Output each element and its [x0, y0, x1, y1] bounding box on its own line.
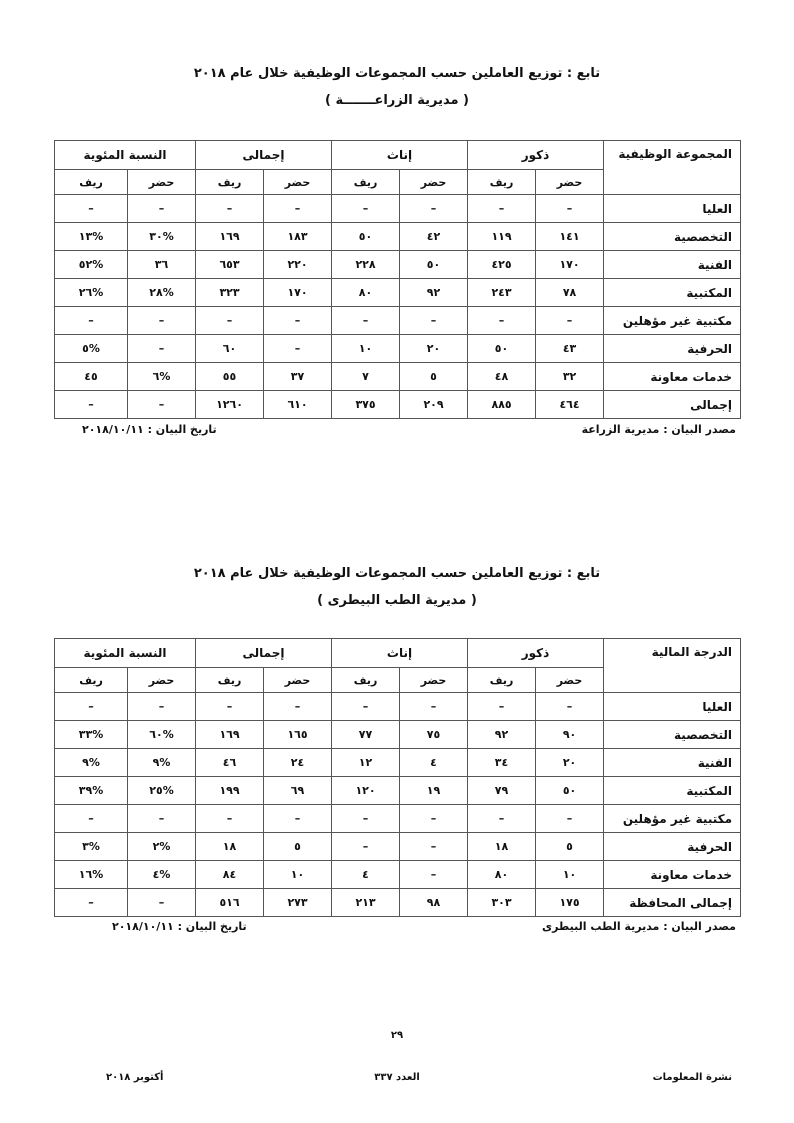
table-cell: – [128, 335, 196, 363]
table-cell: – [196, 195, 264, 223]
table-cell: ٢٧٣ [264, 889, 332, 917]
table-cell: %٣ [55, 833, 128, 861]
table-cell: – [536, 805, 604, 833]
table-cell: ١٠ [536, 861, 604, 889]
table-row [55, 223, 741, 251]
table-cell: ١٠ [332, 335, 400, 363]
col-group-total: إجمالى [196, 141, 332, 170]
table2-group-header: الدرجة المالية [604, 639, 741, 693]
table-cell: ٤٢ [400, 223, 468, 251]
table-cell: ٦٠ [196, 335, 264, 363]
table-cell: ٥ [264, 833, 332, 861]
table2-subtitle: ( مديرية الطب البيطرى ) [317, 593, 477, 608]
row-label: الحرفية [604, 335, 741, 363]
table-cell: – [55, 391, 128, 419]
sub-header: حضر [400, 668, 468, 693]
table-cell: %٣٠ [128, 223, 196, 251]
table-cell: – [55, 307, 128, 335]
sub-header: ريف [468, 170, 536, 195]
table-row [55, 391, 741, 419]
table-cell: ٥١٦ [196, 889, 264, 917]
table-cell: – [400, 693, 468, 721]
table-cell: – [332, 307, 400, 335]
table1-group-header: المجموعة الوظيفية [604, 141, 741, 195]
row-label: التخصصية [604, 721, 741, 749]
table-cell: – [536, 195, 604, 223]
row-label: التخصصية [604, 223, 741, 251]
table-cell: %٢٦ [55, 279, 128, 307]
table-cell: ٥٥ [196, 363, 264, 391]
table-cell: ٥٠ [536, 777, 604, 805]
table-cell: ٣٢ [536, 363, 604, 391]
footer-publication: نشرة المعلومات [652, 1072, 732, 1083]
row-label: الفنية [604, 749, 741, 777]
col-group-female: إناث [332, 141, 468, 170]
table-cell: ٤٦٤ [536, 391, 604, 419]
table-cell: ٥٠ [400, 251, 468, 279]
table-row [55, 335, 741, 363]
row-label: الفنية [604, 251, 741, 279]
table-cell: ٢٢٨ [332, 251, 400, 279]
table-cell: – [264, 335, 332, 363]
table-cell: ٩٠ [536, 721, 604, 749]
footer-month: أكتوبر ٢٠١٨ [106, 1072, 164, 1083]
table-cell: – [536, 693, 604, 721]
sub-header: ريف [196, 668, 264, 693]
page-number: ٢٩ [390, 1030, 404, 1041]
table-cell: %٦ [128, 363, 196, 391]
table1-subtitle: ( مديرية الزراعـــــــة ) [325, 93, 469, 108]
table-cell: ١٧٠ [264, 279, 332, 307]
table-row [55, 251, 741, 279]
table-cell: – [264, 693, 332, 721]
table-cell: – [468, 195, 536, 223]
table-cell: ٩٨ [400, 889, 468, 917]
table-cell: ١٢٦٠ [196, 391, 264, 419]
table-cell: ٥٠ [332, 223, 400, 251]
sub-header: ريف [55, 170, 128, 195]
table-cell: – [332, 693, 400, 721]
table-cell: – [128, 889, 196, 917]
col-group-female: إناث [332, 639, 468, 668]
table-cell: – [332, 195, 400, 223]
table-cell: – [196, 307, 264, 335]
row-label: إجمالى المحافظة [604, 889, 741, 917]
sub-header: ريف [332, 170, 400, 195]
table-cell: ٧٥ [400, 721, 468, 749]
table-cell: %٣٩ [55, 777, 128, 805]
table-row [55, 805, 741, 833]
col-group-percent: النسبة المئوية [55, 639, 196, 668]
row-label: المكتبية [604, 777, 741, 805]
table-cell: ١٨ [468, 833, 536, 861]
table-cell: ٣٠٣ [468, 889, 536, 917]
table-cell: ١٢ [332, 749, 400, 777]
row-label: مكتبية غير مؤهلين [604, 307, 741, 335]
table-cell: – [400, 307, 468, 335]
table-cell: %٦٠ [128, 721, 196, 749]
table-cell: ٣٤ [468, 749, 536, 777]
sub-header: حضر [536, 170, 604, 195]
table-cell: ١١٩ [468, 223, 536, 251]
row-label: إجمالى [604, 391, 741, 419]
table-cell: ٦٩ [264, 777, 332, 805]
table1-title: تابع : توزيع العاملين حسب المجموعات الوظيفية خلال عام ٢٠١٨ [193, 66, 601, 81]
table-cell: – [264, 307, 332, 335]
table-cell: ٦٥٣ [196, 251, 264, 279]
table-cell: – [55, 889, 128, 917]
sub-header: حضر [264, 170, 332, 195]
table1 [54, 140, 741, 419]
row-label: المكتبية [604, 279, 741, 307]
table-cell: ٥٠ [468, 335, 536, 363]
table2-title: تابع : توزيع العاملين حسب المجموعات الوظيفية خلال عام ٢٠١٨ [193, 566, 601, 581]
table-cell: %٢٨ [128, 279, 196, 307]
sub-header: ريف [468, 668, 536, 693]
table1-date: تاريخ البيان : ٢٠١٨/١٠/١١ [82, 423, 217, 436]
row-label: العليا [604, 693, 741, 721]
table-cell: – [468, 307, 536, 335]
col-group-total: إجمالى [196, 639, 332, 668]
table-cell: %١٣ [55, 223, 128, 251]
table-cell: – [196, 805, 264, 833]
table-cell: ٤ [332, 861, 400, 889]
table-cell: ١٧٠ [536, 251, 604, 279]
table-cell: – [128, 693, 196, 721]
table-row [55, 749, 741, 777]
table-row [55, 307, 741, 335]
table-cell: ٥ [536, 833, 604, 861]
table-cell: ٢٠ [400, 335, 468, 363]
sub-header: حضر [536, 668, 604, 693]
table-cell: %٤ [128, 861, 196, 889]
footer-issue: العدد ٣٣٧ [374, 1072, 420, 1083]
table-cell: – [55, 693, 128, 721]
table-cell: – [468, 805, 536, 833]
sub-header: حضر [128, 668, 196, 693]
table-cell: – [264, 195, 332, 223]
table-cell: ٣٧ [264, 363, 332, 391]
table-cell: ١٨٣ [264, 223, 332, 251]
table-cell: ٧٨ [536, 279, 604, 307]
table-cell: ١٨ [196, 833, 264, 861]
table-cell: ٢١٣ [332, 889, 400, 917]
table-row [55, 721, 741, 749]
row-label: العليا [604, 195, 741, 223]
sub-header: حضر [264, 668, 332, 693]
table-row [55, 693, 741, 721]
table-cell: ٤٦ [196, 749, 264, 777]
table-cell: ١٠ [264, 861, 332, 889]
sub-header: حضر [400, 170, 468, 195]
table-cell: ١٤١ [536, 223, 604, 251]
table-cell: – [128, 391, 196, 419]
table-cell: ١٦٥ [264, 721, 332, 749]
table-cell: ٤٥ [55, 363, 128, 391]
table-cell: ٨٠ [468, 861, 536, 889]
table-cell: %٥٢ [55, 251, 128, 279]
table-cell: – [128, 805, 196, 833]
table-cell: ١٩ [400, 777, 468, 805]
table-cell: ١٩٩ [196, 777, 264, 805]
table-cell: – [332, 805, 400, 833]
row-label: خدمات معاونة [604, 861, 741, 889]
table-cell: ٧ [332, 363, 400, 391]
table-row [55, 861, 741, 889]
table-cell: ١٧٥ [536, 889, 604, 917]
table-row [55, 195, 741, 223]
table-cell: – [536, 307, 604, 335]
table-cell: ٨٠ [332, 279, 400, 307]
table-cell: ١٦٩ [196, 223, 264, 251]
table2-source: مصدر البيان : مديرية الطب البيطرى [541, 920, 736, 933]
row-label: خدمات معاونة [604, 363, 741, 391]
table-cell: – [400, 805, 468, 833]
table-cell: ٢٠ [536, 749, 604, 777]
sub-header: ريف [332, 668, 400, 693]
table-row [55, 363, 741, 391]
table-cell: – [400, 861, 468, 889]
table-row [55, 777, 741, 805]
table-cell: ١٦٩ [196, 721, 264, 749]
col-group-percent: النسبة المئوية [55, 141, 196, 170]
table-cell: %٢٥ [128, 777, 196, 805]
table-cell: ٤ [400, 749, 468, 777]
table-cell: – [400, 833, 468, 861]
table-cell: ٨٤ [196, 861, 264, 889]
table-cell: ٩٢ [400, 279, 468, 307]
table-cell: %٩ [55, 749, 128, 777]
table-cell: %٣٣ [55, 721, 128, 749]
table-cell: – [332, 833, 400, 861]
table-cell: – [55, 805, 128, 833]
row-label: الحرفية [604, 833, 741, 861]
table-row [55, 833, 741, 861]
table-cell: ٢٤ [264, 749, 332, 777]
table-cell: ٧٧ [332, 721, 400, 749]
table-cell: – [55, 195, 128, 223]
table-cell: ٢٢٠ [264, 251, 332, 279]
table-cell: ٩٢ [468, 721, 536, 749]
table-cell: %٩ [128, 749, 196, 777]
table-cell: ١٢٠ [332, 777, 400, 805]
table-cell: ٤٣ [536, 335, 604, 363]
table-cell: – [468, 693, 536, 721]
table-cell: – [400, 195, 468, 223]
table-cell: – [196, 693, 264, 721]
table-cell: ٣٦ [128, 251, 196, 279]
table1-source: مصدر البيان : مديرية الزراعة [581, 423, 736, 436]
table-cell: ٦١٠ [264, 391, 332, 419]
table-cell: ٤٢٥ [468, 251, 536, 279]
sub-header: حضر [128, 170, 196, 195]
sub-header: ريف [196, 170, 264, 195]
table-row [55, 889, 741, 917]
table-cell: ٢٠٩ [400, 391, 468, 419]
sub-header: ريف [55, 668, 128, 693]
table-cell: %٢ [128, 833, 196, 861]
table-cell: – [128, 195, 196, 223]
table-cell: ٧٩ [468, 777, 536, 805]
table-cell: – [264, 805, 332, 833]
table-cell: %١٦ [55, 861, 128, 889]
col-group-male: ذكور [468, 639, 604, 668]
table2-date: تاريخ البيان : ٢٠١٨/١٠/١١ [112, 920, 247, 933]
table-cell: ٤٨ [468, 363, 536, 391]
col-group-male: ذكور [468, 141, 604, 170]
table-cell: – [128, 307, 196, 335]
table-cell: %٥ [55, 335, 128, 363]
table-cell: ٨٨٥ [468, 391, 536, 419]
table-cell: ٢٤٣ [468, 279, 536, 307]
table-cell: ٣٧٥ [332, 391, 400, 419]
table-row [55, 279, 741, 307]
table-cell: ٥ [400, 363, 468, 391]
table-cell: ٣٢٣ [196, 279, 264, 307]
table2 [54, 638, 741, 917]
row-label: مكتبية غير مؤهلين [604, 805, 741, 833]
